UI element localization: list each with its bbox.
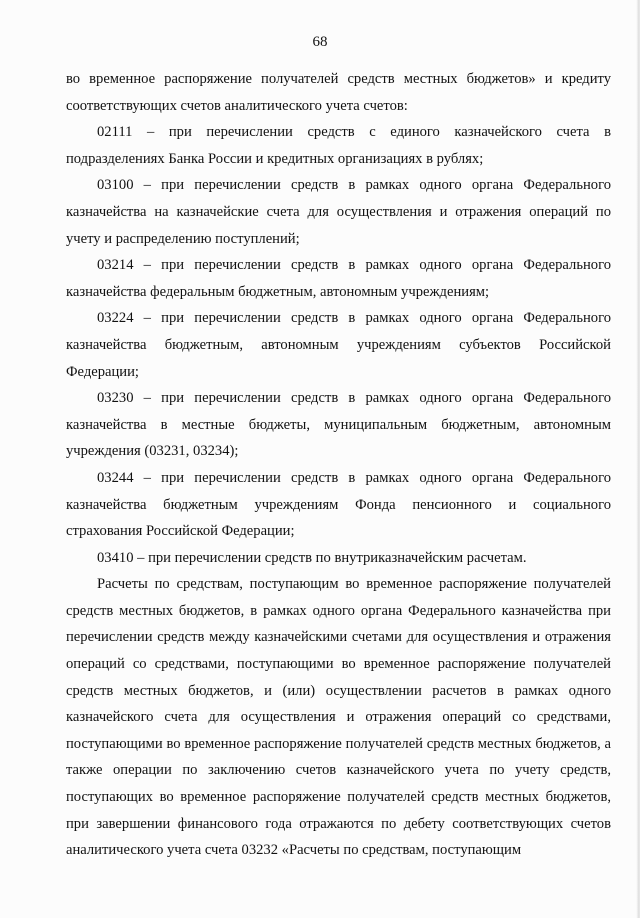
paragraph-item-03224: 03224 – при перечислении средств в рамках одного органа Федерального казначейства бюджетным, автономным учреждениям субъектов Российской Федерации; <box>66 310 611 380</box>
paragraph-item-03410: 03410 – при перечислении средств по внутриказначейским расчетам. <box>97 549 527 566</box>
paragraph-item-03230: 03230 – при перечислении средств в рамках одного органа Федерального казначейства в местные бюджеты, муниципальным бюджетным, автономным учреждения (03231, 03234); <box>66 390 611 460</box>
scan-edge-shadow <box>636 0 639 918</box>
paragraph-item-03244: 03244 – при перечислении средств в рамках одного органа Федерального казначейства бюджетным учреждениям Фонда пенсионного и социального страхования Российской Федерации; <box>66 469 611 540</box>
paragraph-item-02111: 02111 – при перечислении средств с единого казначейского счета в подразделениях Банка России и кредитных организациях в рублях; <box>66 124 611 167</box>
page-body <box>66 66 611 864</box>
paragraph-continuation: во временное распоряжение получателей средств местных бюджетов» и кредиту соответствующих счетов аналитического учета счетов: <box>66 71 611 114</box>
page-number: 68 <box>312 34 328 50</box>
paragraph-item-03214: 03214 – при перечислении средств в рамках одного органа Федерального казначейства федеральным бюджетным, автономным учреждениям; <box>66 257 611 300</box>
paragraph-settlements: Расчеты по средствам, поступающим во временное распоряжение получателей средств местных бюджетов, в рамках одного органа Федерального казначейства при перечислении средств между казначейскими счетами для осуществления и отражения операций со средствами, поступающими во временное распоряжение получателей средств местных бюджетов, и (или) осуществлении расчетов в рамках одного казначейского счета для осуществления и отражения операций со средствами, поступающими во временное распоряжение получателей средств местных бюджетов, а также операции по заключению счетов казначейского учета по учету средств, поступающих во временное распоряжение получателей средств местных бюджетов, при завершении финансового года отражаются по дебету соответствующих счетов аналитического учета счета 03232 «Расчеты по средствам, поступающим <box>66 576 611 859</box>
paragraph-item-03100: 03100 – при перечислении средств в рамках одного органа Федерального казначейства на казначейские счета для осуществления и отражения операций по учету и распределению поступлений; <box>66 177 611 247</box>
